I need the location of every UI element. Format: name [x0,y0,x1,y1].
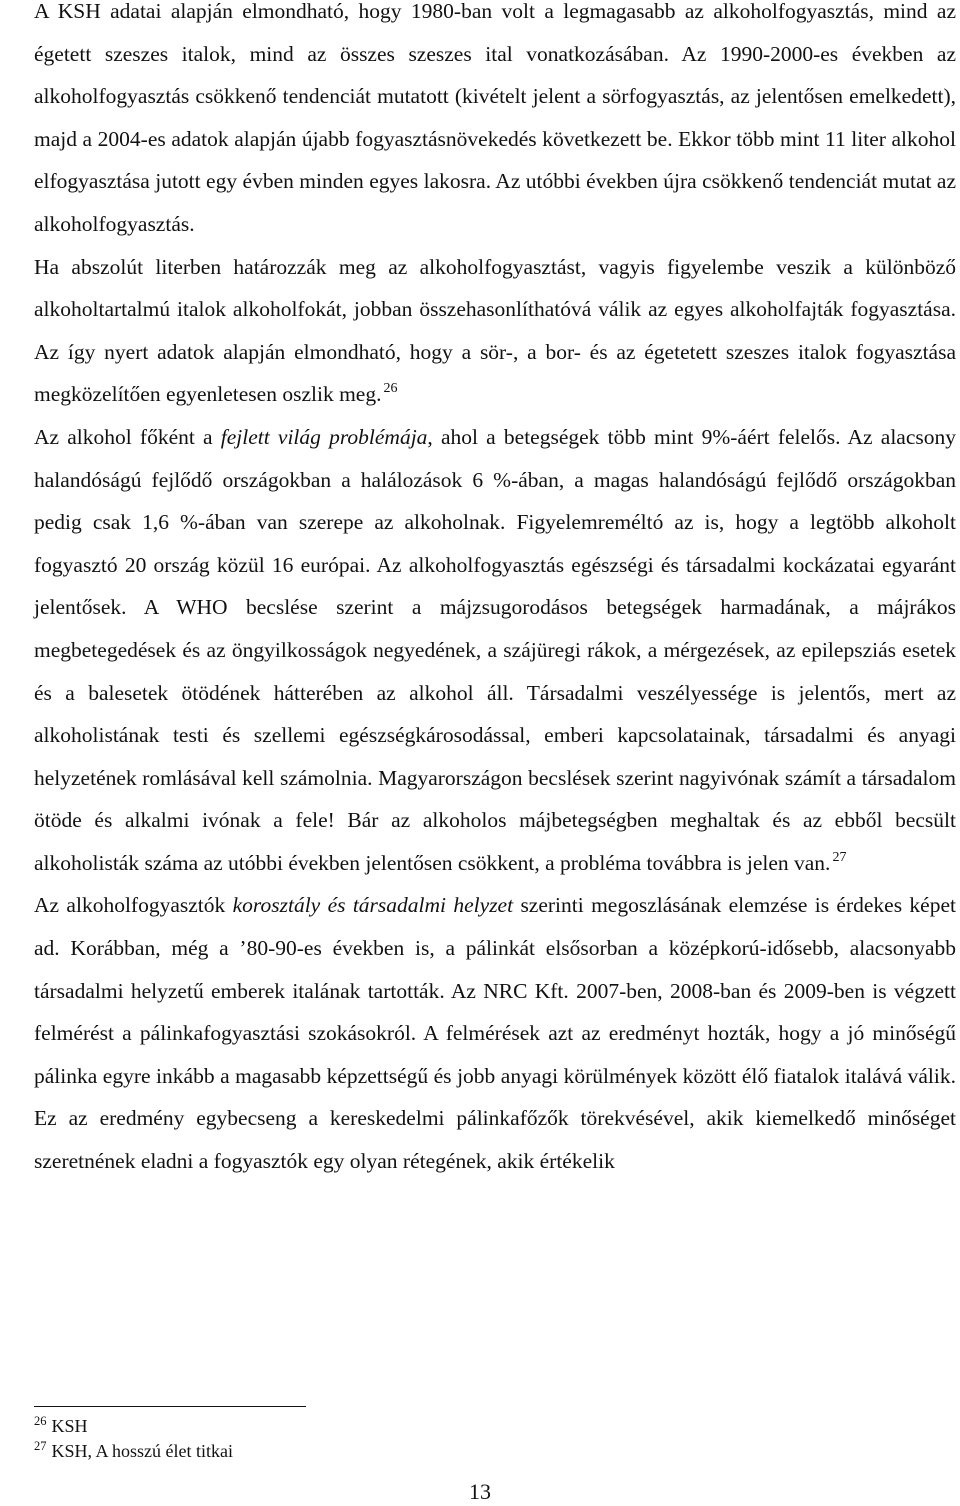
paragraph-text: szerinti megoszlásának elemzése is érdekes képet ad. Korábban, még a ’80-90-es években is, a pálinkát elsősorban a középkorú-idősebb, alacsonyabb társadalmi helyzetű emberek italának tartották. Az NRC Kft. 2007-ben, 2008-ban és 2009-ben is végzett felmérést a pálinkafogyasztási szokásokról. A felmérések azt az eredményt hozták, hogy a jó minőségű pálinka egyre inkább a magasabb képzettségű és jobb anyagi körülmények között élő fiatalok italává válik. Ez az eredmény egybecseng a kereskedelmi pálinkafőzők törekvésével, akik kiemelkedő minőséget szeretnének eladni a fogyasztók egy olyan rétegének, akik értékelik [34,893,956,1174]
paragraph [34,246,956,416]
footnote-reference[interactable]: 27 [832,849,847,865]
emphasized-phrase: fejlett világ problémája [220,424,428,449]
page-number: 13 [469,1479,491,1504]
footnote-text: KSH [51,1416,88,1436]
paragraph [34,416,956,885]
paragraph-text: , ahol a betegségek több mint 9%-áért felelős. Az alacsony halandóságú fejlődő országokban a halálozások 6 %-ában, a magas halandóságú fejlődő országokban pedig csak 1,6 %-ában van szerepe az alkoholnak. Figyelemreméltó az is, hogy a legtöbb alkoholt fogyasztó 20 ország közül 16 európai. Az alkoholfogyasztás egészségi és társadalmi kockázatai egyaránt jelentősek. A WHO becslése szerint a májzsugorodásos betegségek harmadának, a májrákos megbetegedések és az öngyilkosságok negyedének, a szájüregi rákok, a mérgezések, az epilepsziás esetek és a balesetek ötödének hátterében az alkohol áll. Társadalmi veszélyessége is jelentős, mert az alkoholistának testi és szellemi egészségkárosodással, emberi kapcsolatainak, társadalmi és anyagi helyzetének romlásával kell számolnia. Magyarországon becslések szerint nagyivónak számít a társadalom ötöde és alkalmi ivónak a fele! Bár az alkoholos májbetegségben meghaltak és az ebből becsült alkoholisták száma az utóbbi években jelentősen csökkent, a probléma továbbra is jelen van. [34,424,956,875]
footnote-item [34,1439,233,1464]
document-body [34,0,956,1183]
footnote-text: KSH, A hosszú élet titkai [51,1441,233,1461]
paragraph [34,884,956,1182]
emphasized-phrase: korosztály és társadalmi helyzet [232,893,514,918]
paragraph-text: Az alkoholfogyasztók [34,893,233,918]
footnote-number: 26 [34,1414,47,1428]
footnote-number: 27 [34,1439,47,1453]
paragraph [34,0,956,246]
paragraph-text: Ha abszolút literben határozzák meg az alkoholfogyasztást, vagyis figyelembe veszik a különböző alkoholtartalmú italok alkoholfokát, jobban összehasonlíthatóvá válik az egyes alkoholfajták fogyasztása. Az így nyert adatok alapján elmondható, hogy a sör-, a bor- és az égetetett szeszes italok fogyasztása megközelítően egyenletesen oszlik meg. [34,254,956,407]
paragraph-text: A KSH adatai alapján elmondható, hogy 1980-ban volt a legmagasabb az alkoholfogyasztás, mind az égetett szeszes italok, mind az összes szeszes ital vonatkozásában. Az 1990-2000-es években az alkoholfogyasztás csökkenő tendenciát mutatott (kivételt jelent a sörfogyasztás, az jelentősen emelkedett), majd a 2004-es adatok alapján újabb fogyasztásnövekedés következett be. Ekkor több mint 11 liter alkohol elfogyasztása jutott egy évben minden egyes lakosra. Az utóbbi években újra csökkenő tendenciát mutat az alkoholfogyasztás. [34,0,956,236]
footnote-separator [34,1406,306,1407]
paragraph-text: Az alkohol főként a [34,424,221,449]
footnote-item [34,1414,233,1439]
footnote-reference[interactable]: 26 [383,381,398,397]
footnotes [34,1414,233,1464]
